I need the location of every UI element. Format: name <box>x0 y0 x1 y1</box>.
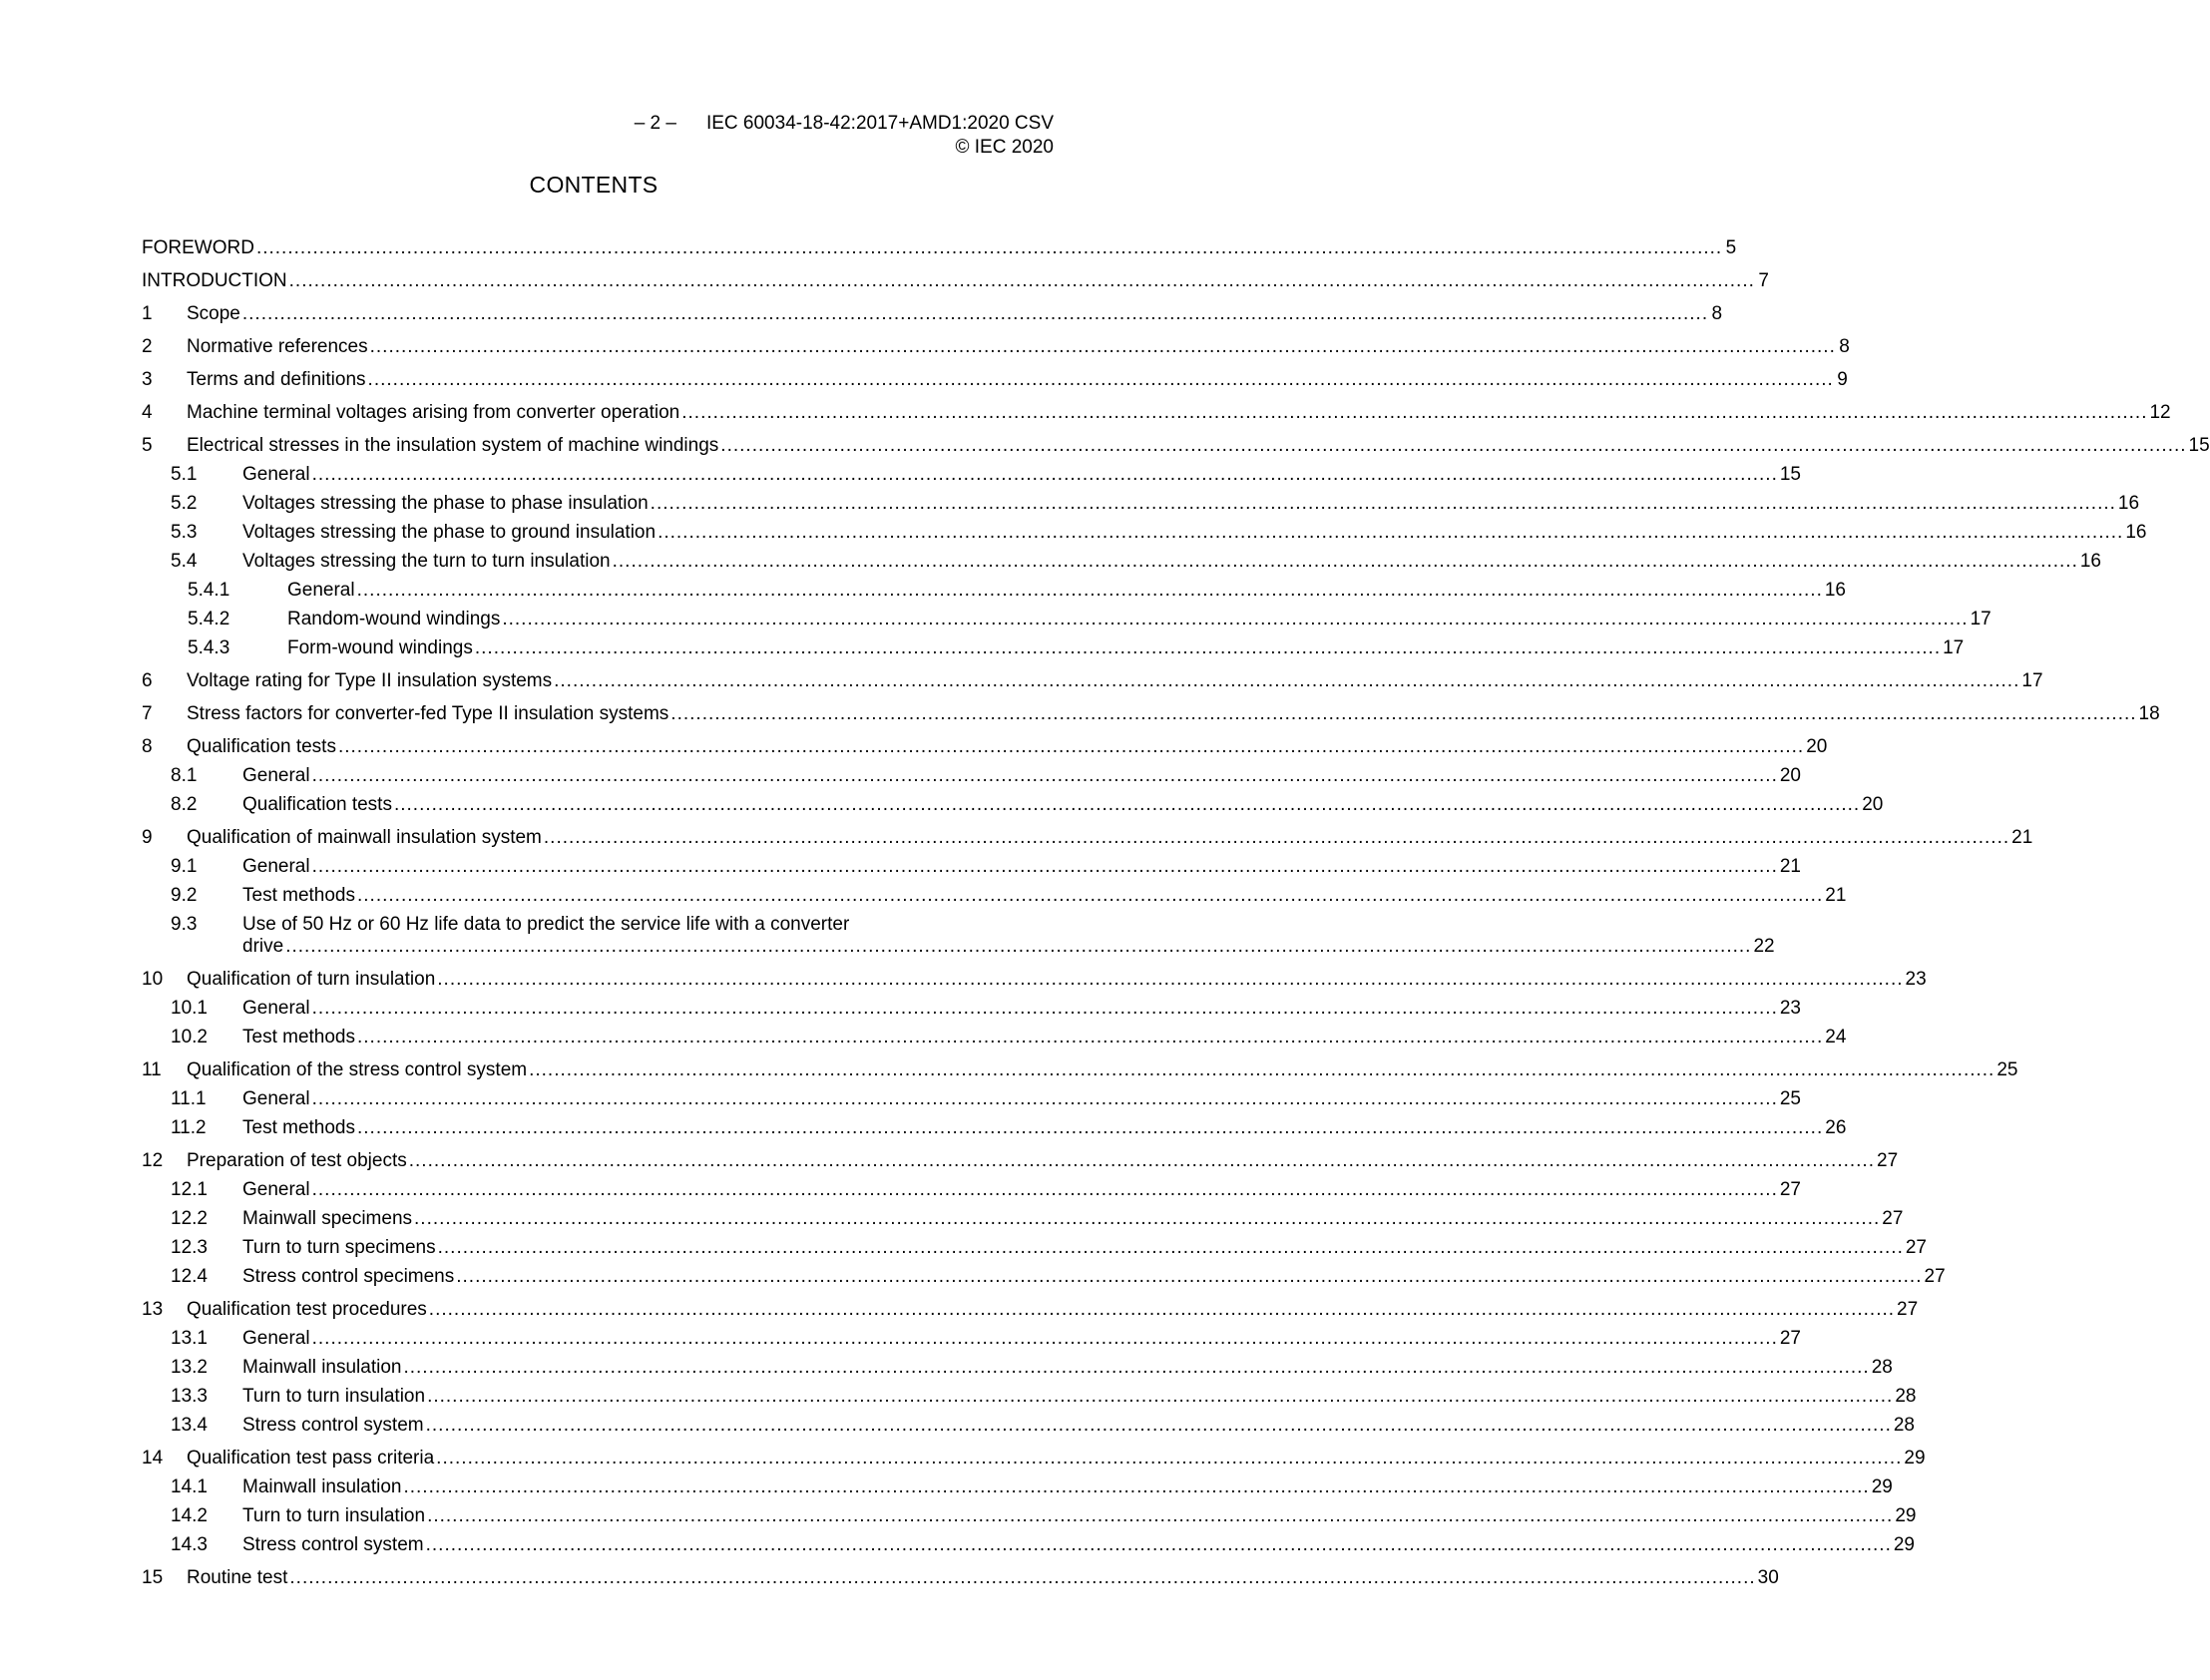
toc-entry[interactable] <box>142 1208 1904 1230</box>
toc-leader-dots <box>456 1266 1922 1288</box>
toc-entry[interactable] <box>142 1567 1779 1589</box>
toc-leader-dots <box>289 270 1755 292</box>
toc-leader-dots <box>409 1150 1875 1172</box>
toc-page-number: 20 <box>1862 794 1884 815</box>
toc-title: Turn to turn insulation <box>242 1386 426 1407</box>
toc-title: Qualification of mainwall insulation system <box>187 827 542 848</box>
toc-number: 14.3 <box>171 1534 208 1555</box>
toc-leader-dots <box>338 736 1804 758</box>
toc-page-number: 27 <box>1882 1208 1904 1229</box>
toc-title: Qualification of turn insulation <box>187 969 436 990</box>
toc-page-number: 23 <box>1905 969 1927 990</box>
toc-leader-dots <box>357 885 1823 907</box>
toc-number: 5.1 <box>171 464 198 485</box>
toc-entry[interactable] <box>142 1059 2018 1081</box>
toc-number: 8.2 <box>171 794 198 815</box>
toc-leader-dots <box>312 1179 1778 1201</box>
toc-title: General <box>242 464 310 485</box>
toc-number: 13.3 <box>171 1386 208 1407</box>
toc-title: Qualification tests <box>242 794 392 815</box>
toc-title: Terms and definitions <box>187 369 366 390</box>
toc-title: Stress control system <box>242 1534 424 1555</box>
toc-number: 11.2 <box>171 1117 207 1138</box>
toc-leader-dots <box>429 1299 1895 1321</box>
toc-page-number: 28 <box>1895 1386 1917 1407</box>
toc-number: 1 <box>142 303 153 324</box>
toc-leader-dots <box>427 1505 1893 1527</box>
toc-number: 5.4.3 <box>188 637 230 658</box>
toc-title: Stress factors for converter-fed Type II insulation systems <box>187 703 669 724</box>
toc-entry[interactable] <box>142 493 2140 515</box>
toc-number: 10 <box>142 969 164 990</box>
toc-number: 5.4.2 <box>188 609 230 630</box>
copyright: © IEC 2020 <box>955 137 1054 158</box>
toc-title: Mainwall insulation <box>242 1476 402 1497</box>
toc-number: 13.2 <box>171 1357 208 1378</box>
toc-number: 8 <box>142 736 153 757</box>
toc-title: Test methods <box>242 885 355 906</box>
toc-page-number: 16 <box>2117 493 2140 514</box>
toc-entry[interactable] <box>142 1179 1801 1201</box>
toc-leader-dots <box>312 856 1778 878</box>
toc-number: 7 <box>142 703 153 724</box>
toc-page-number: 12 <box>2149 402 2171 423</box>
toc-title: Normative references <box>187 336 368 357</box>
toc-leader-dots <box>613 551 2078 573</box>
toc-title: Test methods <box>242 1027 355 1048</box>
toc-title: FOREWORD <box>142 237 254 258</box>
toc-leader-dots <box>368 369 1834 391</box>
toc-title: Voltage rating for Type II insulation systems <box>187 670 553 691</box>
toc-page-number: 7 <box>1758 270 1769 291</box>
toc-title: Electrical stresses in the insulation system of machine windings <box>187 435 719 456</box>
toc-number: 11.1 <box>171 1088 207 1109</box>
toc-leader-dots <box>312 1088 1778 1110</box>
toc-title: Voltages stressing the phase to phase insulation <box>242 493 649 514</box>
toc-title: Routine test <box>187 1567 288 1588</box>
toc-page-number: 23 <box>1779 998 1801 1019</box>
toc-page-number: 26 <box>1825 1117 1847 1138</box>
toc-entry[interactable] <box>142 551 2101 573</box>
toc-entry[interactable] <box>142 1476 1893 1498</box>
toc-page-number: 27 <box>1924 1266 1946 1287</box>
toc-leader-dots <box>394 794 1860 816</box>
toc-entry[interactable] <box>142 969 1927 991</box>
toc-page-number: 18 <box>2138 703 2160 724</box>
toc-entry[interactable] <box>142 402 2171 424</box>
toc-page-number: 22 <box>1753 936 1775 957</box>
toc-number: 5 <box>142 435 153 456</box>
toc-leader-dots <box>312 464 1778 486</box>
toc-page-number: 27 <box>1897 1299 1919 1320</box>
toc-number: 5.3 <box>171 522 198 543</box>
toc-leader-dots <box>289 1567 1755 1589</box>
toc-entry[interactable] <box>142 1534 1915 1556</box>
toc-number: 12.1 <box>171 1179 208 1200</box>
toc-page-number: 29 <box>1871 1476 1893 1497</box>
toc-entry[interactable] <box>142 1505 1917 1527</box>
toc-leader-dots <box>357 1117 1823 1139</box>
toc-number: 4 <box>142 402 153 423</box>
toc-leader-dots <box>681 402 2147 424</box>
toc-leader-dots <box>436 1448 1902 1470</box>
toc-title: Qualification test procedures <box>187 1299 427 1320</box>
toc-entry[interactable] <box>142 435 2210 457</box>
toc-number: 2 <box>142 336 153 357</box>
toc-number: 9.2 <box>171 885 198 906</box>
toc-title: Form-wound windings <box>287 637 473 658</box>
toc-page-number: 20 <box>1806 736 1828 757</box>
toc-number: 14.1 <box>171 1476 208 1497</box>
toc-leader-dots <box>720 435 2186 457</box>
toc-number: 11 <box>142 1059 162 1080</box>
toc-entry[interactable] <box>142 336 1850 358</box>
toc-number: 5.2 <box>171 493 198 514</box>
toc-title: General <box>242 998 310 1019</box>
toc-entry[interactable] <box>142 580 1846 602</box>
toc-page-number: 30 <box>1757 1567 1779 1588</box>
table-of-contents <box>142 237 2210 1589</box>
toc-title: Qualification test pass criteria <box>187 1448 435 1469</box>
toc-title: Mainwall insulation <box>242 1357 402 1378</box>
page-number: – 2 – <box>634 113 676 134</box>
toc-entry[interactable] <box>142 1386 1917 1408</box>
toc-entry[interactable] <box>142 670 2043 692</box>
toc-number: 9.1 <box>171 856 198 877</box>
header-line-1 <box>635 112 1054 136</box>
toc-leader-dots <box>242 303 1708 325</box>
toc-entry[interactable] <box>142 1357 1893 1379</box>
toc-entry[interactable] <box>142 1027 1847 1049</box>
toc-page-number: 25 <box>1779 1088 1801 1109</box>
toc-leader-dots <box>544 827 2009 849</box>
toc-entry[interactable] <box>142 1415 1915 1437</box>
toc-entry[interactable] <box>142 885 1847 907</box>
toc-leader-dots <box>658 522 2123 544</box>
toc-leader-dots <box>426 1534 1892 1556</box>
toc-leader-dots <box>312 765 1778 787</box>
toc-title: General <box>242 856 310 877</box>
toc-entry[interactable] <box>142 522 2147 544</box>
toc-leader-dots <box>312 1328 1778 1350</box>
page-header <box>635 112 1054 160</box>
toc-number: 14 <box>142 1448 164 1469</box>
toc-entry[interactable] <box>142 609 1991 630</box>
toc-page-number: 9 <box>1837 369 1848 390</box>
toc-leader-dots <box>403 1476 1869 1498</box>
document-id: IEC 60034-18-42:2017+AMD1:2020 CSV <box>705 113 1054 134</box>
toc-entry[interactable] <box>142 1150 1899 1172</box>
toc-leader-dots <box>438 1237 1904 1259</box>
toc-page-number: 17 <box>1943 637 1965 658</box>
toc-number: 3 <box>142 369 153 390</box>
toc-page-number: 21 <box>1779 856 1801 877</box>
toc-entry[interactable] <box>142 237 1737 259</box>
toc-number: 14.2 <box>171 1505 208 1526</box>
toc-entry[interactable] <box>142 1266 1946 1288</box>
toc-page-number: 16 <box>2125 522 2147 543</box>
toc-number: 10.1 <box>171 998 208 1019</box>
toc-entry[interactable] <box>142 464 1801 486</box>
toc-number: 9 <box>142 827 153 848</box>
toc-entry[interactable] <box>142 369 1848 391</box>
toc-leader-dots <box>554 670 2019 692</box>
toc-entry[interactable] <box>142 1117 1847 1139</box>
toc-entry[interactable] <box>142 1237 1927 1259</box>
toc-title: Test methods <box>242 1117 355 1138</box>
toc-title: Random-wound windings <box>287 609 501 630</box>
toc-page-number: 5 <box>1725 237 1737 258</box>
toc-page-number: 29 <box>1895 1505 1917 1526</box>
toc-entry[interactable] <box>142 998 1801 1020</box>
toc-title: Qualification tests <box>187 736 336 757</box>
toc-title: General <box>242 1179 310 1200</box>
toc-title: Preparation of test objects <box>187 1150 407 1171</box>
toc-title: Turn to turn specimens <box>242 1237 436 1258</box>
toc-title: General <box>242 1328 310 1349</box>
toc-number: 5.4.1 <box>188 580 230 601</box>
toc-number: 13 <box>142 1299 164 1320</box>
toc-number: 12.4 <box>171 1266 208 1287</box>
toc-title: General <box>242 1088 310 1109</box>
toc-entry[interactable] <box>142 914 1775 958</box>
toc-title-continued: drive <box>242 936 284 957</box>
toc-number: 8.1 <box>171 765 198 786</box>
toc-number: 13.4 <box>171 1415 208 1436</box>
toc-page-number: 21 <box>1825 885 1847 906</box>
toc-page-number: 8 <box>1711 303 1723 324</box>
toc-page-number: 15 <box>1779 464 1801 485</box>
toc-page-number: 17 <box>2021 670 2043 691</box>
toc-entry[interactable] <box>142 856 1801 878</box>
toc-title: Scope <box>187 303 240 324</box>
toc-leader-dots <box>502 609 1968 630</box>
toc-page-number: 27 <box>1905 1237 1927 1258</box>
toc-entry[interactable] <box>142 270 1769 292</box>
toc-leader-dots <box>670 703 2136 725</box>
toc-number: 12 <box>142 1150 164 1171</box>
toc-leader-dots <box>285 936 1751 958</box>
toc-title: General <box>242 765 310 786</box>
toc-number: 12.2 <box>171 1208 208 1229</box>
toc-leader-dots <box>427 1386 1893 1408</box>
toc-number: 6 <box>142 670 153 691</box>
toc-title: Stress control system <box>242 1415 424 1436</box>
toc-page-number: 21 <box>2011 827 2033 848</box>
toc-page-number: 15 <box>2188 435 2210 456</box>
toc-page-number: 16 <box>1824 580 1846 601</box>
toc-entry[interactable] <box>142 703 2160 725</box>
toc-page-number: 27 <box>1877 1150 1899 1171</box>
toc-entry[interactable] <box>142 827 2033 849</box>
toc-leader-dots <box>437 969 1903 991</box>
toc-title: Use of 50 Hz or 60 Hz life data to predict the service life with a converter <box>242 914 850 935</box>
toc-leader-dots <box>312 998 1778 1020</box>
toc-title: General <box>287 580 355 601</box>
toc-entry[interactable] <box>142 1328 1801 1350</box>
toc-title: INTRODUCTION <box>142 270 287 291</box>
toc-number: 10.2 <box>171 1027 208 1048</box>
toc-page-number: 27 <box>1779 1328 1801 1349</box>
toc-leader-dots <box>403 1357 1869 1379</box>
toc-page-number: 24 <box>1825 1027 1847 1048</box>
toc-number: 13.1 <box>171 1328 208 1349</box>
toc-leader-dots <box>414 1208 1880 1230</box>
toc-page-number: 29 <box>1904 1448 1926 1469</box>
toc-number: 9.3 <box>171 914 198 935</box>
toc-leader-dots <box>651 493 2116 515</box>
toc-page-number: 20 <box>1779 765 1801 786</box>
toc-number: 12.3 <box>171 1237 208 1258</box>
toc-entry[interactable] <box>142 303 1723 325</box>
page-title: CONTENTS <box>529 172 659 198</box>
toc-entry[interactable] <box>142 637 1965 659</box>
toc-leader-dots <box>357 1027 1823 1049</box>
toc-title: Stress control specimens <box>242 1266 455 1287</box>
toc-number: 5.4 <box>171 551 198 572</box>
toc-leader-dots <box>370 336 1836 358</box>
toc-page-number: 29 <box>1893 1534 1915 1555</box>
toc-title: Mainwall specimens <box>242 1208 413 1229</box>
toc-page-number: 27 <box>1779 1179 1801 1200</box>
toc-page-number: 28 <box>1871 1357 1893 1378</box>
toc-page-number: 8 <box>1839 336 1850 357</box>
toc-entry[interactable] <box>142 794 1884 816</box>
toc-page-number: 17 <box>1970 609 1991 630</box>
toc-entry[interactable] <box>142 765 1801 787</box>
toc-title: Turn to turn insulation <box>242 1505 426 1526</box>
toc-leader-dots <box>256 237 1722 259</box>
toc-entry[interactable] <box>142 1299 1919 1321</box>
toc-number: 15 <box>142 1567 164 1588</box>
toc-page-number: 25 <box>1996 1059 2018 1080</box>
toc-leader-dots <box>529 1059 1994 1081</box>
toc-title: Voltages stressing the turn to turn insulation <box>242 551 611 572</box>
toc-entry[interactable] <box>142 736 1828 758</box>
toc-page-number: 16 <box>2079 551 2101 572</box>
toc-page-number: 28 <box>1893 1415 1915 1436</box>
toc-title: Qualification of the stress control system <box>187 1059 528 1080</box>
toc-leader-dots <box>475 637 1941 659</box>
toc-title: Machine terminal voltages arising from converter operation <box>187 402 680 423</box>
toc-leader-dots <box>426 1415 1892 1437</box>
toc-title: Voltages stressing the phase to ground insulation <box>242 522 657 543</box>
toc-leader-dots <box>357 580 1823 602</box>
toc-entry[interactable] <box>142 1448 1926 1470</box>
toc-entry[interactable] <box>142 1088 1801 1110</box>
